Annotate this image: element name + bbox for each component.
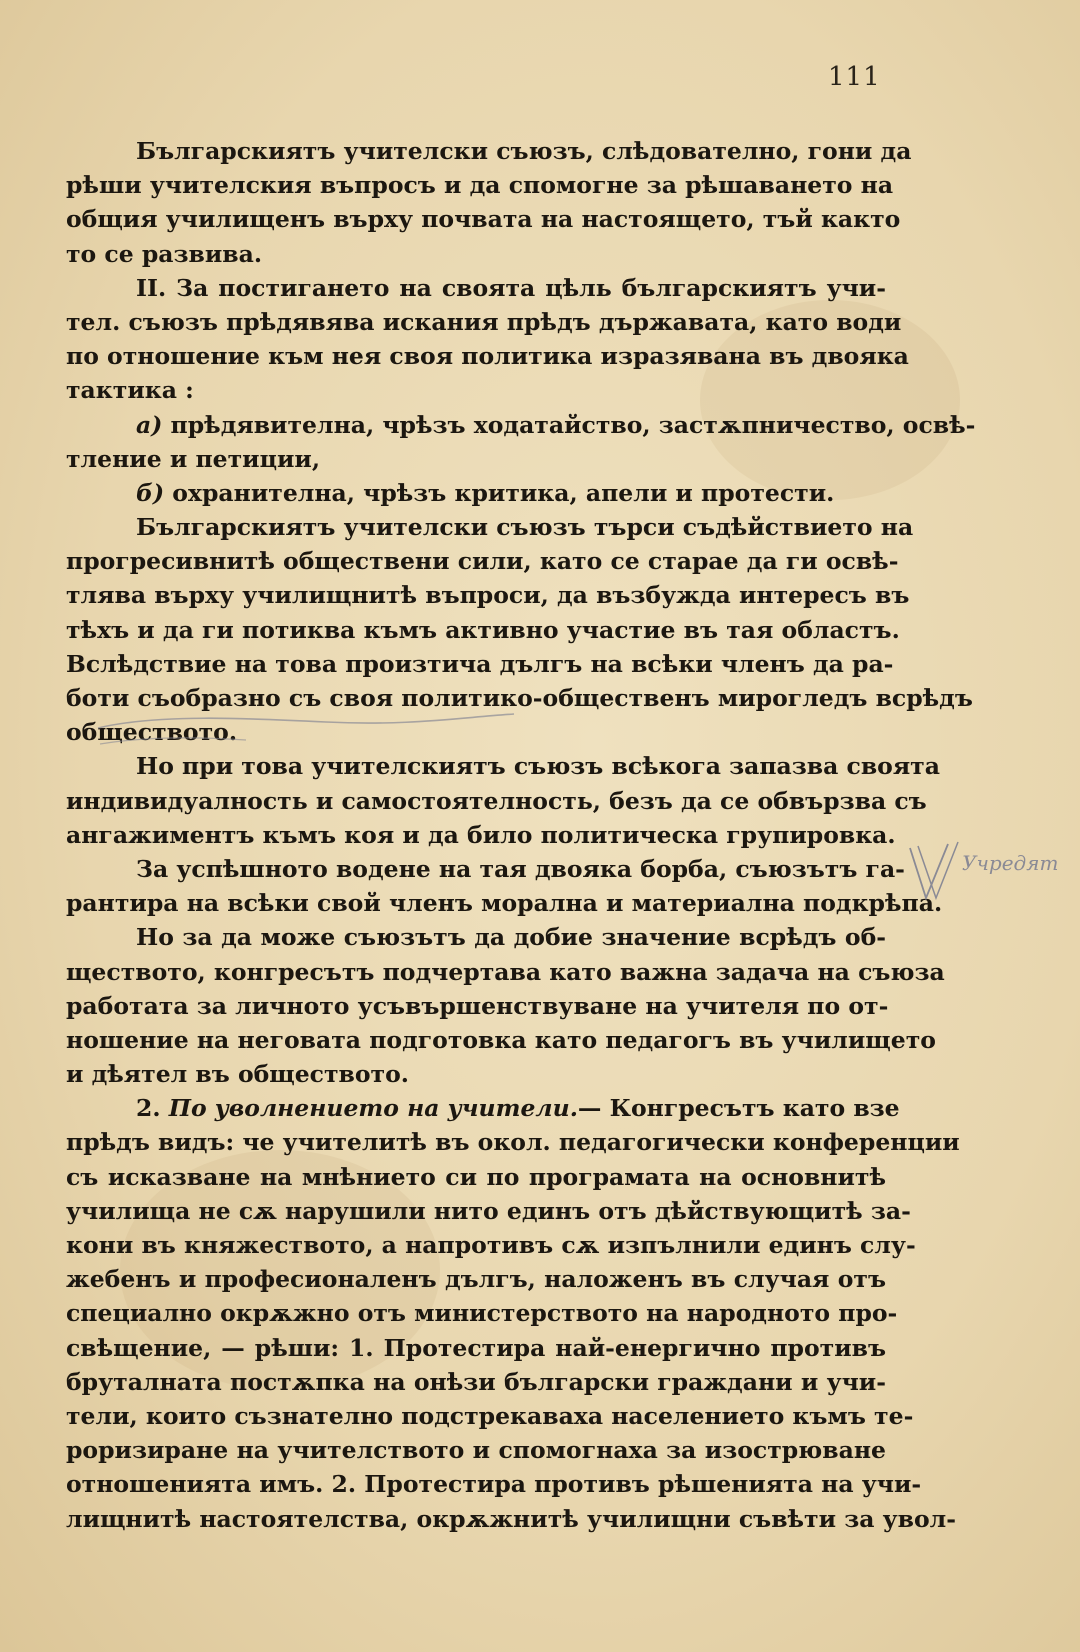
text-line: кони въ княжеството, а напротивъ сѫ изпълнили единъ слу-: [66, 1231, 916, 1259]
list-item-b: [66, 476, 886, 510]
section-2-lead: — Конгресътъ като взе: [577, 1094, 900, 1123]
text-line: прогресивнитѣ обществени сили, като се старае да ги освѣ-: [66, 547, 899, 576]
section-2-heading-line: [66, 1091, 900, 1125]
text-line: тление и петиции,: [66, 444, 321, 473]
list-item-b-text: охранителна, чрѣзъ критика, апели и протести.: [172, 478, 835, 507]
text-line: тели, които съзнателно подстрекаваха населението къмъ те-: [66, 1401, 914, 1430]
text-line: ношение на неговата подготовка като педагогъ въ училището: [66, 1025, 936, 1054]
text-line: бруталната постѫпка на онѣзи български граждани и учи-: [66, 1367, 886, 1396]
list-item-a-text: прѣдявителна, чрѣзъ ходатайство, застѫпничество, освѣ-: [170, 410, 976, 439]
text-line: II. За постигането на своята цѣль българскиятъ учи-: [136, 273, 886, 302]
text-line: Българскиятъ учителски съюзъ търси съдѣйствието на: [136, 513, 914, 542]
text-line: лищнитѣ настоятелства, окрѫжнитѣ училищни съвѣти за увол-: [66, 1504, 957, 1533]
text-line: ществото, конгресътъ подчертава като важна задача на съюза: [66, 957, 945, 986]
text-line: индивидуалность и самостоятелность, безъ да се обвързва съ: [66, 786, 927, 815]
text-line: жебенъ и професионаленъ дългъ, наложенъ въ случая отъ: [66, 1265, 886, 1294]
list-item-a: [66, 408, 976, 442]
section-2-number: 2.: [136, 1094, 161, 1123]
text-line: рантира на всѣки свой членъ морална и материална подкрѣпа.: [66, 889, 943, 918]
text-line: Но за да може съюзътъ да добие значение всрѣдъ об-: [136, 923, 886, 952]
text-line: боти съобразно съ своя политико-общественъ мирогледъ всрѣдъ: [66, 684, 973, 712]
text-line: училища не сѫ нарушили нито единъ отъ дѣйствующитѣ за-: [66, 1196, 911, 1225]
text-line: общия училищенъ върху почвата на настоящето, тъй както: [66, 205, 901, 234]
text-line: тѣхъ и да ги потиква къмъ активно участие въ тая областъ.: [66, 615, 900, 644]
text-line: тлява върху училищнитѣ въпроси, да възбужда интересъ въ: [66, 581, 910, 610]
text-line: За успѣшното водене на тая двояка борба, съюзътъ га-: [136, 854, 905, 883]
text-line: рѣши учителския въпросъ и да спомогне за рѣшаването на: [66, 171, 894, 200]
list-marker-b: б): [136, 478, 165, 507]
text-line: по отношение към нея своя политика изразявана въ двояка: [66, 342, 909, 371]
section-2-title: По уволнението на учители.: [168, 1094, 578, 1123]
text-line: отношенията имъ. 2. Протестира противъ рѣшенията на учи-: [66, 1470, 922, 1499]
text-line: Но при това учителскиятъ съюзъ всѣкога запазва своята: [136, 752, 940, 781]
text-line: роризиране на учителството и спомогнаха за изострюване: [66, 1436, 886, 1465]
pencil-underline: [96, 708, 516, 748]
text-line: ангажиментъ къмъ коя и да било политическа групировка.: [66, 820, 896, 849]
text-line: тел. съюзъ прѣдявява искания прѣдъ държавата, като води: [66, 307, 902, 336]
text-line: съ исказване на мнѣнието си по програмата на основнитѣ: [66, 1162, 886, 1191]
margin-note-text: Учредят: [962, 851, 1059, 875]
body-text: [66, 134, 976, 1536]
text-line: прѣдъ видъ: че учителитѣ въ окол. педагогически конференции: [66, 1128, 960, 1157]
text-line: то се развива.: [66, 239, 263, 268]
text-line: Българскиятъ учителски съюзъ, слѣдователно, гони да: [136, 137, 912, 165]
text-line: свѣщение, — рѣши: 1. Протестира най-енергично противъ: [66, 1333, 886, 1362]
list-marker-a: а): [136, 410, 163, 439]
page-number: 111: [828, 62, 881, 92]
text-line: тактика :: [66, 376, 194, 405]
text-line: специално окрѫжно отъ министерството на народното про-: [66, 1299, 898, 1328]
text-line: и дѣятел въ обществото.: [66, 1060, 409, 1089]
text-line: обществото.: [66, 718, 238, 747]
handwritten-margin-note: [904, 838, 1064, 908]
text-line: работата за личното усъвършенствуване на учителя по от-: [66, 991, 889, 1020]
text-line: Вслѣдствие на това произтича дългъ на всѣки членъ да ра-: [66, 649, 894, 678]
